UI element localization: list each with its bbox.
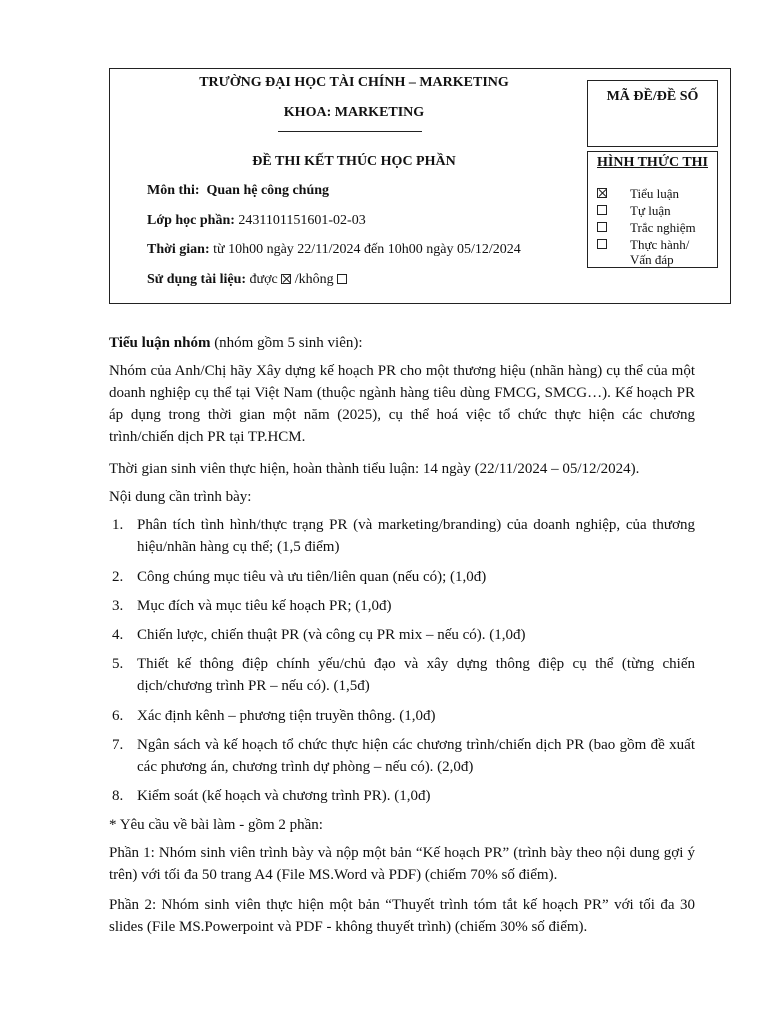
- format-option-label: Trắc nghiệm: [630, 220, 696, 235]
- class-line: [147, 213, 366, 229]
- task-paragraph: Nhóm của Anh/Chị hãy Xây dựng kế hoạch PR cho một thương hiệu (nhãn hàng) cụ thể của một doanh nghiệp cụ thể tại Việt Nam (thuộc ngành hàng tiêu dùng FMCG, SMCG…). Kế hoạch PR áp dụng trong thời gian một năm (2025), cụ thể hoá việc tổ chức thực hiện các chương trình/chiến dịch PR tại TP.HCM.: [109, 363, 695, 445]
- materials-yes-checkbox[interactable]: [281, 274, 291, 284]
- list-item-text: Công chúng mục tiêu và ưu tiên/liên quan (nếu có); (1,0đ): [137, 569, 487, 585]
- exam-code-box: [587, 80, 718, 147]
- format-option-label: Thực hành/ Vấn đáp: [630, 237, 690, 267]
- list-item-number: 6.: [112, 708, 124, 724]
- faculty-underline: [278, 131, 422, 132]
- list-item-text: Thiết kế thông điệp chính yếu/chủ đạo và xây dựng thông điệp cụ thể (từng chiến dịch/chương trình PR – nếu có). (1,5đ): [137, 656, 695, 694]
- intro-line: [109, 332, 695, 354]
- materials-line: [147, 272, 347, 288]
- time-line: [147, 242, 521, 258]
- part-1-paragraph: Phần 1: Nhóm sinh viên trình bày và nộp một bản “Kế hoạch PR” (trình bày theo nội dung gợi ý trên) với tối đa 50 trang A4 (File MS.Word và PDF) (chiếm 70% số điểm).: [109, 845, 695, 883]
- exam-code-label: MÃ ĐỀ/ĐỀ SỐ: [606, 89, 699, 104]
- list-item-number: 1.: [112, 517, 124, 533]
- materials-no-label: /không: [294, 272, 334, 287]
- exam-format-box: [587, 151, 718, 268]
- list-item-number: 4.: [112, 627, 124, 643]
- materials-label: Sử dụng tài liệu:: [147, 272, 247, 287]
- time-label: Thời gian:: [147, 242, 210, 257]
- exam-title: ĐỀ THI KẾT THÚC HỌC PHẦN: [252, 154, 456, 169]
- materials-no-checkbox[interactable]: [337, 274, 347, 284]
- subject-label: Môn thi:: [147, 183, 200, 198]
- list-item-text: Mục đích và mục tiêu kế hoạch PR; (1,0đ): [137, 598, 392, 614]
- requirements-heading: * Yêu cầu về bài làm - gồm 2 phần:: [109, 817, 323, 833]
- format-checkbox-essay[interactable]: [597, 188, 607, 198]
- format-checkbox-practical[interactable]: [597, 239, 607, 249]
- format-option-label: Tiểu luận: [630, 186, 679, 201]
- list-item-number: 7.: [112, 737, 124, 753]
- school-name: TRƯỜNG ĐẠI HỌC TÀI CHÍNH – MARKETING: [199, 75, 509, 90]
- subject-line: [147, 183, 329, 199]
- list-item-number: 8.: [112, 788, 124, 804]
- subject-value: Quan hệ công chúng: [206, 183, 330, 198]
- duration-paragraph: Thời gian sinh viên thực hiện, hoàn thành tiểu luận: 14 ngày (22/11/2024 – 05/12/2024).: [109, 461, 640, 477]
- format-option-label: Tự luận: [630, 203, 671, 218]
- faculty-name: KHOA: MARKETING: [283, 105, 425, 120]
- intro-rest: (nhóm gồm 5 sinh viên):: [210, 335, 363, 351]
- class-value: 2431101151601-02-03: [238, 213, 366, 228]
- list-item-number: 5.: [112, 656, 124, 672]
- materials-yes-label: được: [249, 272, 278, 287]
- time-value: từ 10h00 ngày 22/11/2024 đến 10h00 ngày 05/12/2024: [213, 242, 521, 257]
- format-checkbox-multiple-choice[interactable]: [597, 222, 607, 232]
- format-checkbox-written[interactable]: [597, 205, 607, 215]
- list-item-text: Chiến lược, chiến thuật PR (và công cụ PR mix – nếu có). (1,0đ): [137, 627, 526, 643]
- list-item-number: 3.: [112, 598, 124, 614]
- intro-bold: Tiểu luận nhóm: [109, 335, 211, 351]
- part-2-paragraph: Phần 2: Nhóm sinh viên thực hiện một bản “Thuyết trình tóm tắt kế hoạch PR” với tối đa 30 slides (File MS.Powerpoint và PDF - không thuyết trình) (chiếm 30% số điểm).: [109, 897, 695, 935]
- list-item-number: 2.: [112, 569, 124, 585]
- content-label: Nội dung cần trình bày:: [109, 489, 252, 505]
- exam-header-box: [109, 68, 731, 304]
- list-item-text: Kiểm soát (kế hoạch và chương trình PR). (1,0đ): [137, 788, 431, 804]
- list-item-text: Ngân sách và kế hoạch tổ chức thực hiện các chương trình/chiến dịch PR (bao gồm đề xuất các phương án, chương trình dự phòng – nếu có). (2,0đ): [137, 737, 695, 775]
- list-item-text: Xác định kênh – phương tiện truyền thông. (1,0đ): [137, 708, 436, 724]
- class-label: Lớp học phần:: [147, 213, 235, 228]
- exam-format-label: HÌNH THỨC THI: [597, 155, 708, 170]
- list-item-text: Phân tích tình hình/thực trạng PR (và marketing/branding) của doanh nghiệp, của thương hiệu/nhãn hàng cụ thể; (1,5 điểm): [137, 517, 695, 555]
